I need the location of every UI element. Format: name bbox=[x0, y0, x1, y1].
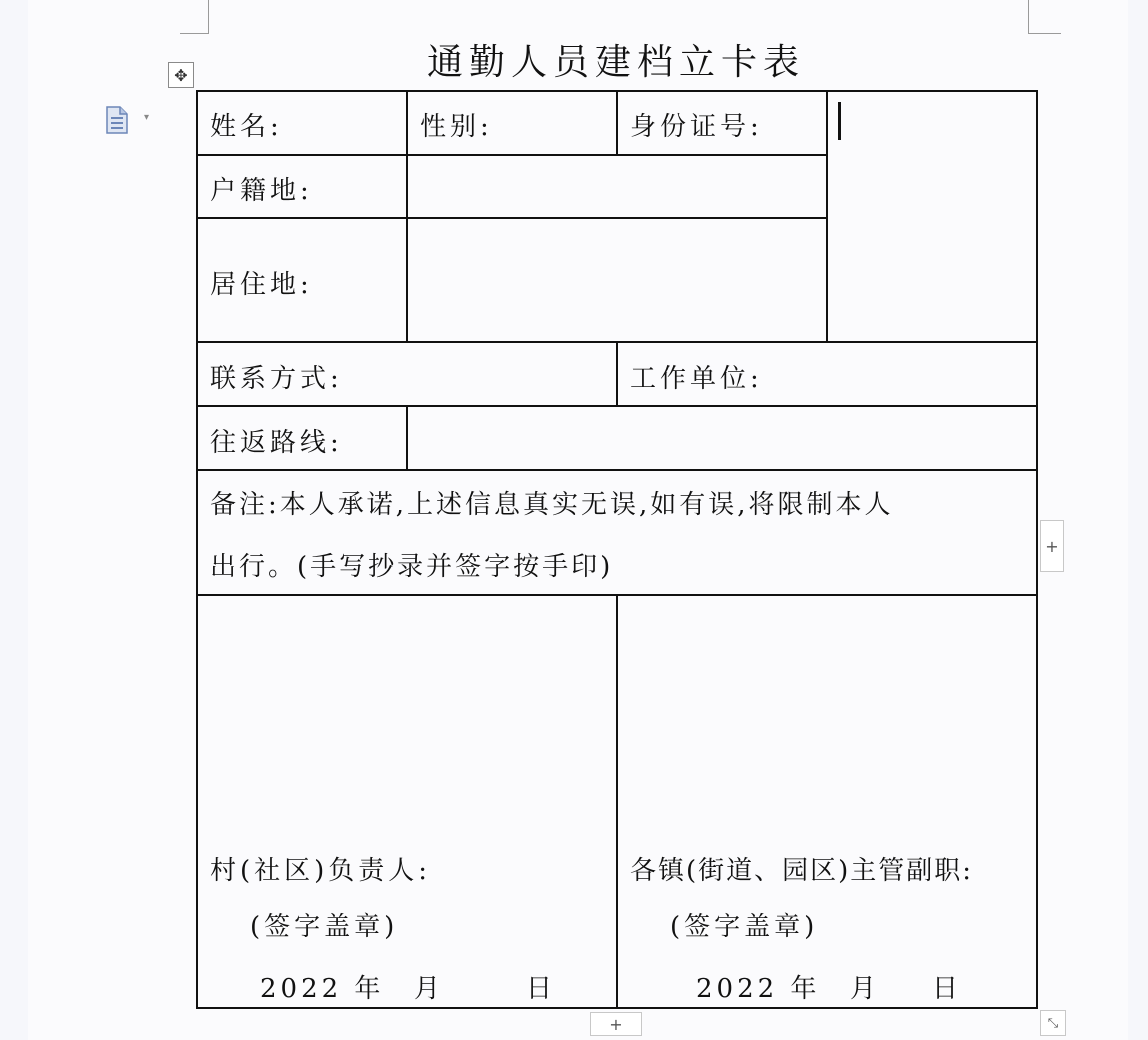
contact-label: 联系方式: bbox=[210, 364, 343, 394]
column-divider bbox=[616, 594, 618, 1009]
village-sign-note: (签字盖章) bbox=[250, 912, 399, 942]
village-date-month: 月 bbox=[414, 974, 445, 1004]
town-date-year: 2022 年 bbox=[696, 974, 821, 1004]
workplace-label: 工作单位: bbox=[630, 364, 763, 394]
town-date-day: 日 bbox=[932, 974, 963, 1004]
column-divider bbox=[616, 341, 618, 407]
row-divider bbox=[196, 154, 828, 156]
chevron-down-icon[interactable]: ▾ bbox=[144, 112, 150, 123]
route-label: 往返路线: bbox=[210, 428, 343, 458]
gender-label: 性别: bbox=[420, 112, 493, 142]
table-border-right bbox=[1036, 90, 1038, 1009]
name-label: 姓名: bbox=[210, 112, 283, 142]
column-divider bbox=[406, 405, 408, 471]
town-date-month: 月 bbox=[850, 974, 881, 1004]
residence-label: 居住地: bbox=[210, 270, 313, 300]
remark-line-1: 备注:本人承诺,上述信息真实无误,如有误,将限制本人 bbox=[210, 490, 894, 520]
village-head-label: 村(社区)负责人: bbox=[210, 856, 432, 886]
text-cursor bbox=[838, 102, 841, 140]
page-margin-corner-top-right bbox=[1028, 0, 1061, 34]
town-sign-note: (签字盖章) bbox=[670, 912, 819, 942]
table-resize-icon[interactable]: ⤡ bbox=[1040, 1010, 1066, 1036]
row-divider bbox=[196, 469, 1038, 471]
town-head-label: 各镇(街道、园区)主管副职: bbox=[630, 856, 974, 886]
document-page-icon[interactable] bbox=[104, 106, 130, 134]
column-divider bbox=[406, 90, 408, 343]
add-column-button[interactable]: + bbox=[1040, 520, 1064, 572]
village-date-day: 日 bbox=[526, 974, 557, 1004]
document-title[interactable]: 通勤人员建档立卡表 bbox=[426, 42, 805, 83]
village-date-year: 2022 年 bbox=[260, 974, 385, 1004]
row-divider bbox=[196, 217, 828, 219]
add-row-button[interactable]: + bbox=[590, 1012, 642, 1036]
page-margin-corner-top-left bbox=[180, 0, 209, 34]
column-divider bbox=[616, 90, 618, 156]
remark-line-2: 出行。(手写抄录并签字按手印) bbox=[210, 552, 614, 582]
column-divider bbox=[826, 90, 828, 343]
table-border-left bbox=[196, 90, 198, 1009]
table-move-handle-icon[interactable]: ✥ bbox=[168, 62, 194, 88]
id-number-label: 身份证号: bbox=[630, 112, 763, 142]
hukou-label: 户籍地: bbox=[210, 176, 313, 206]
